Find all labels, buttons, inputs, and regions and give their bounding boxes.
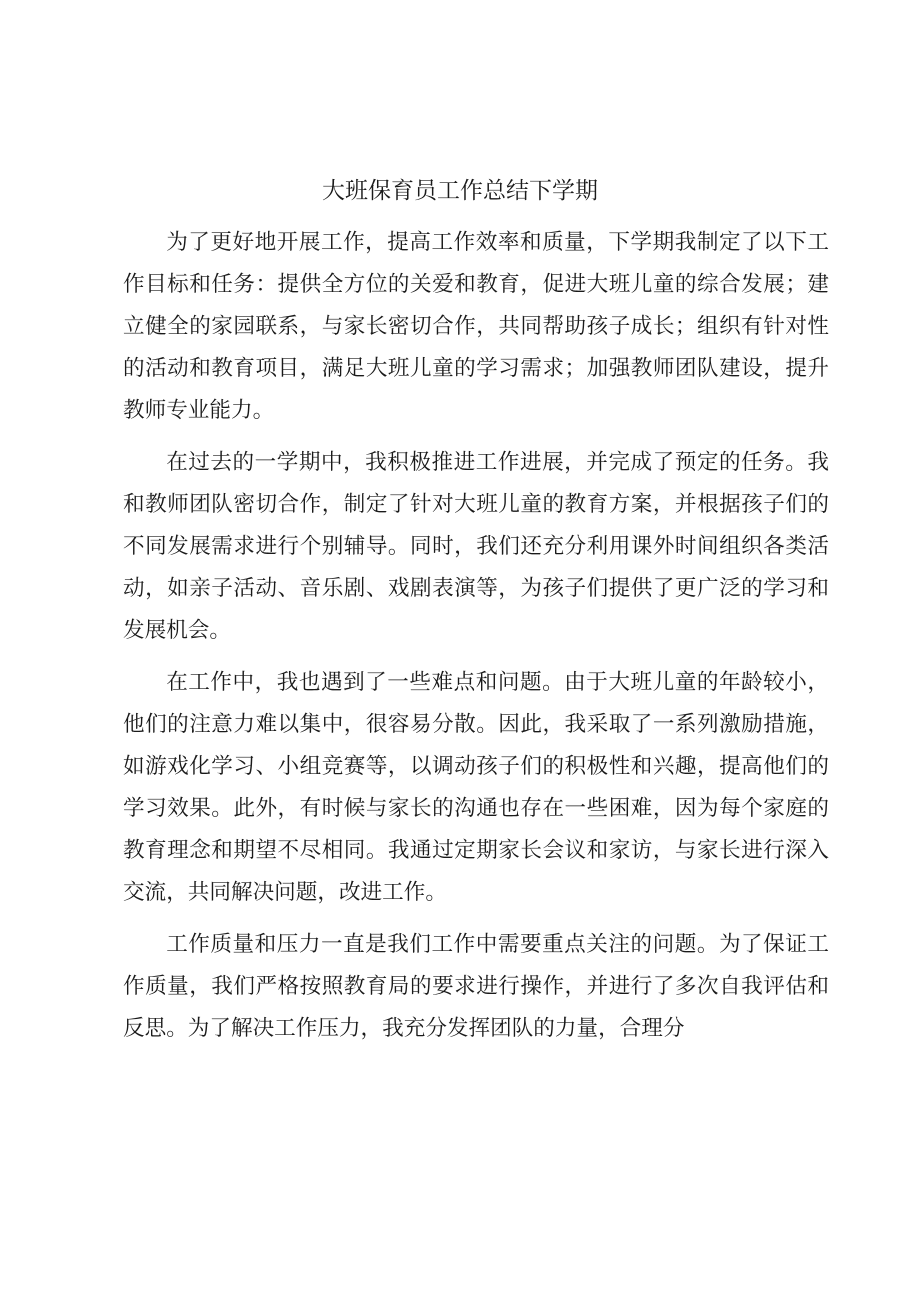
- paragraph-3: 在工作中，我也遇到了一些难点和问题。由于大班儿童的年龄较小，他们的注意力难以集中，很容易分散。因此，我采取了一系列激励措施，如游戏化学习、小组竞赛等，以调动孩子们的积极性和兴趣，提高他们的学习效果。此外，有时候与家长的沟通也存在一些困难，因为每个家庭的教育理念和期望不尽相同。我通过定期家长会议和家访，与家长进行深入交流，共同解决问题，改进工作。: [123, 670, 829, 905]
- paragraph-4: 工作质量和压力一直是我们工作中需要重点关注的问题。为了保证工作质量，我们严格按照教育局的要求进行操作，并进行了多次自我评估和反思。为了解决工作压力，我充分发挥团队的力量，合理分: [123, 932, 829, 1041]
- paragraph-1: 为了更好地开展工作，提高工作效率和质量，下学期我制定了以下工作目标和任务：提供全方位的关爱和教育，促进大班儿童的综合发展；建立健全的家园联系，与家长密切合作，共同帮助孩子成长；组织有针对性的活动和教育项目，满足大班儿童的学习需求；加强教师团队建设，提升教师专业能力。: [123, 230, 829, 423]
- document-title: 大班保育员工作总结下学期: [322, 178, 598, 204]
- paragraph-2: 在过去的一学期中，我积极推进工作进展，并完成了预定的任务。我和教师团队密切合作，制定了针对大班儿童的教育方案，并根据孩子们的不同发展需求进行个别辅导。同时，我们还充分利用课外时间组织各类活动，如亲子活动、音乐剧、戏剧表演等，为孩子们提供了更广泛的学习和发展机会。: [123, 450, 829, 643]
- document-body: [123, 222, 829, 1060]
